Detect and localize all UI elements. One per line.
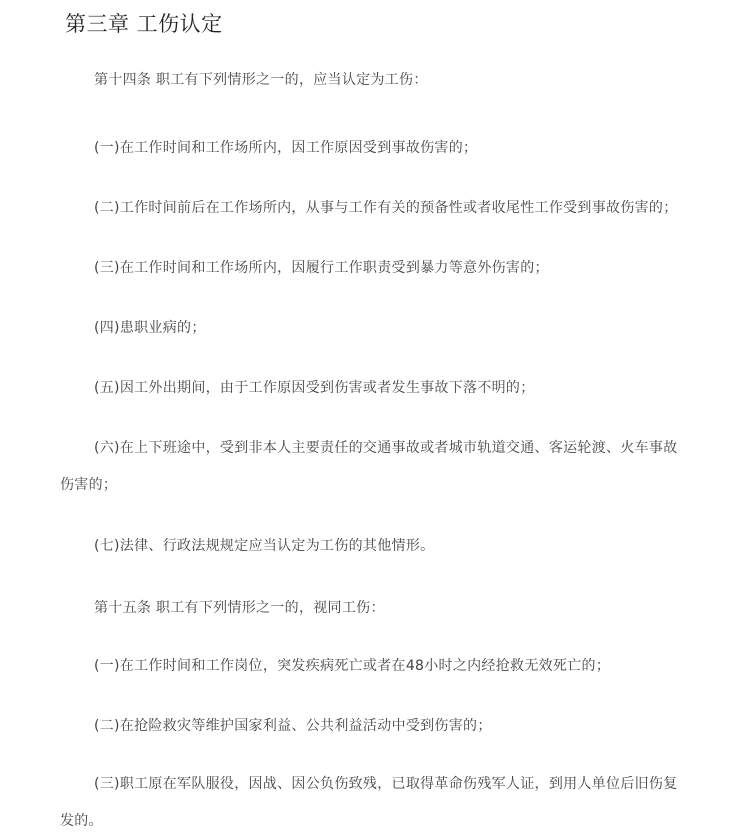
article-15-item-2: (二)在抢险救灾等维护国家利益、公共利益活动中受到伤害的； <box>94 718 492 734</box>
article-14-item-2: (二)工作时间前后在工作场所内，从事与工作有关的预备性或者收尾性工作受到事故伤害的； <box>94 200 678 216</box>
article-15-intro: 第十五条 职工有下列情形之一的，视同工伤： <box>94 600 385 616</box>
article-14-item-7: (七)法律、行政法规规定应当认定为工伤的其他情形。 <box>94 538 435 554</box>
article-14-item-4: (四)患职业病的； <box>94 320 206 336</box>
article-15-item-1: (一)在工作时间和工作岗位，突发疾病死亡或者在48小时之内经抢救无效死亡的； <box>94 658 611 674</box>
article-15-item-3: (三)职工原在军队服役，因战、因公负伤致残，已取得革命伤残军人证，到用人单位后旧伤复发的。 <box>60 776 678 829</box>
article-14-intro: 第十四条 职工有下列情形之一的，应当认定为工伤： <box>94 72 428 88</box>
article-14-item-3: (三)在工作时间和工作场所内，因履行工作职责受到暴力等意外伤害的； <box>94 260 549 276</box>
article-14-item-6: (六)在上下班途中，受到非本人主要责任的交通事故或者城市轨道交通、客运轮渡、火车事故伤害的； <box>60 440 678 493</box>
article-14-item-1: (一)在工作时间和工作场所内，因工作原因受到事故伤害的； <box>94 140 478 156</box>
chapter-title: 第三章 工伤认定 <box>65 12 223 36</box>
article-14-item-5: (五)因工外出期间，由于工作原因受到伤害或者发生事故下落不明的； <box>94 380 535 396</box>
